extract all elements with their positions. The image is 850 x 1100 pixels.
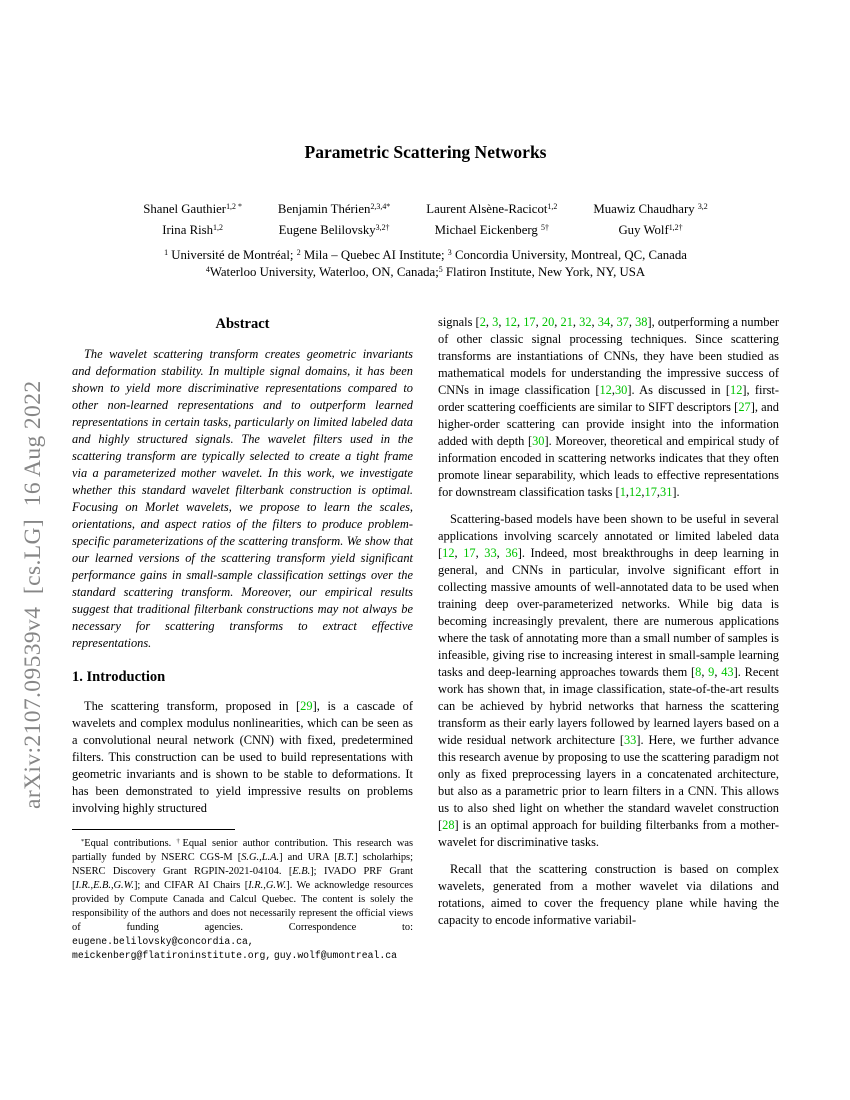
- citation-link[interactable]: 34: [597, 315, 611, 329]
- author-name: Guy Wolf: [618, 223, 669, 237]
- citation-link[interactable]: 12: [442, 546, 455, 560]
- correspondence-email: eugene.belilovsky@concordia.ca,: [72, 936, 254, 947]
- author-name: Benjamin Thérien: [277, 202, 371, 216]
- author-name: Muawiz Chaudhary: [593, 202, 698, 216]
- superscript-mark: 1: [164, 248, 169, 258]
- citation-link[interactable]: 29: [300, 699, 313, 713]
- superscript-mark: 5: [438, 265, 443, 275]
- section-heading-introduction: 1. Introduction: [72, 669, 166, 685]
- italic-initials: I.R.,E.B.,G.W.: [75, 880, 134, 891]
- citation-link[interactable]: 8: [695, 665, 702, 679]
- citation-link[interactable]: 31: [660, 485, 673, 499]
- citation-link[interactable]: 1: [619, 485, 626, 499]
- author-name: Eugene Belilovsky: [278, 223, 376, 237]
- author-affiliation-marks: 1,2†: [668, 223, 683, 233]
- citation-link[interactable]: 33: [484, 546, 497, 560]
- citation-link[interactable]: 17: [463, 546, 476, 560]
- superscript-mark: 3: [447, 248, 452, 258]
- citation-link[interactable]: 28: [442, 818, 455, 832]
- author: [278, 221, 390, 239]
- two-column-layout: [72, 314, 779, 963]
- author: [143, 200, 242, 218]
- author: [593, 200, 707, 218]
- author-name: Shanel Gauthier: [143, 202, 227, 216]
- correspondence-email: guy.wolf@umontreal.ca: [273, 950, 397, 961]
- citation-link[interactable]: 20: [541, 315, 555, 329]
- affiliation-line-1: $^1$ Université de Montréal; $^2$ Mila – Quebec AI Institute; $^3$ Concordia University, Montreal, QC, Canada: [164, 248, 687, 262]
- citation-link[interactable]: 32: [579, 315, 592, 329]
- author-affiliation-marks: 1,2 *: [226, 202, 242, 212]
- footnote-rule: [72, 829, 235, 830]
- author-name: Michael Eickenberg: [434, 223, 542, 237]
- citation-link[interactable]: 30: [614, 383, 628, 397]
- arxiv-stamp: arXiv:2107.09539v4 [cs.LG] 16 Aug 2022: [20, 380, 46, 809]
- author: [426, 221, 557, 239]
- footnote-text: *Equal contributions. †Equal senior author contribution. This research was partially funded by NSERC CGS-M [S.G.,L.A.] and URA [B.T.] scholarhips; NSERC Discovery Grant RGPIN-2021-04104. [E.B.]; IVADO PRF Grant [I.R.,E.B.,G.W.]; and CIFAR AI Chairs [I.R.,G.W.]. We acknowledge resources provided by Compute Canada and Calcul Quebec. The content is solely the responsibility of the authors and does not necessarily represent the official views of funding agencies. Correspondence to: eugene.belilovsky@concordia.ca, meickenberg@flatironinstitute.org, guy.wolf@umontreal.ca: [72, 838, 414, 961]
- citation-link[interactable]: 43: [721, 665, 734, 679]
- author: [593, 221, 707, 239]
- affiliations-block: [72, 247, 779, 281]
- citation-link[interactable]: 30: [532, 434, 545, 448]
- right-column-paragraph-1: signals [2, 3, 12, 17, 20, 21, 32, 34, 37, 38], outperforming a number of other classic signal processing techniques. Since scattering transforms are instantiations of CNNs, they have been studied as mathematical models for understanding the impressive success of CNNs in image classification [12,30]. As discussed in [12], first-order scattering coefficients are similar to SIFT descriptors [27], and higher-order scattering can provide insight into the information added with depth [30]. Moreover, theoretical and empirical study of information encoded in scattering networks indicates that they often promote linear separability, which leads to effective representations for downstream classification tasks [1,12,17,31].: [438, 315, 780, 499]
- italic-initials: I.R.,G.W.: [248, 880, 287, 891]
- citation-link[interactable]: 17: [644, 485, 657, 499]
- superscript-mark: 4: [205, 265, 210, 275]
- right-column-paragraph-3: Recall that the scattering construction is based on complex wavelets, generated from a mother wavelet via dilations and rotations, aimed to cover the frequency plane while having the capacity to encode informative variabil-: [438, 862, 779, 927]
- author-name: Irina Rish: [162, 223, 214, 237]
- italic-initials: S.G.,L.A.: [241, 852, 280, 863]
- citation-link[interactable]: 37: [616, 315, 629, 329]
- citation-link[interactable]: 21: [560, 315, 573, 329]
- author-affiliation-marks: 5†: [541, 223, 549, 233]
- affiliation-line-2: $^4$Waterloo University, Waterloo, ON, Canada;$^5$ Flatiron Institute, New York, NY, USA: [205, 265, 646, 279]
- author-affiliation-marks: 1,2: [547, 202, 558, 212]
- citation-link[interactable]: 12: [629, 485, 642, 499]
- citation-link[interactable]: 33: [623, 733, 637, 747]
- citation-link[interactable]: 12: [599, 383, 612, 397]
- citation-link[interactable]: 12: [504, 315, 517, 329]
- authors-block: [72, 200, 779, 239]
- superscript-mark: *: [81, 838, 85, 846]
- citation-link[interactable]: 38: [635, 315, 648, 329]
- citation-link[interactable]: 17: [523, 315, 536, 329]
- citation-link[interactable]: 36: [505, 546, 518, 560]
- italic-initials: E.B.: [292, 866, 311, 877]
- author-affiliation-marks: 1,2: [213, 223, 223, 233]
- italic-initials: B.T.: [337, 852, 355, 863]
- citation-link[interactable]: 27: [738, 400, 751, 414]
- citation-link[interactable]: 3: [492, 315, 499, 329]
- author-name: Laurent Alsène-Racicot: [426, 202, 548, 216]
- author-affiliation-marks: 3,2†: [375, 223, 390, 233]
- right-column-paragraph-2: Scattering-based models have been shown to be useful in several applications involving scarcely annotated or limited labeled data [12, 17, 33, 36]. Indeed, most breakthroughs in deep learning in general, and CNNs in particular, involve significant effort in collecting massive amounts of well-annotated data to be used when training deep over-parameterized networks. While big data is becoming increasingly prevalent, there are numerous applications where the task of annotating more than a small number of samples is infeasible, giving rise to increasing interest in small-sample learning tasks and deep-learning approaches towards them [8, 9, 43]. Recent work has shown that, in image classification, state-of-the-art results can be achieved by hybrid networks that harness the scattering transform as their early layers followed by learned layers based on a wide residual network architecture [33]. Here, we further advance this research avenue by proposing to use the scattering paradigm not only as fixed preprocessing layers in a concatenated architecture, but also as a parametric prior to learn filters in a CNN. This allows us to also shed light on whether the standard wavelet construction [28] is an optimal approach for building filterbanks from a mother-wavelet for discriminative tasks.: [438, 512, 779, 849]
- superscript-mark: 2: [296, 248, 301, 258]
- author-affiliation-marks: 2,3,4*: [370, 202, 391, 212]
- author: [426, 200, 557, 218]
- superscript-mark: †: [176, 838, 183, 846]
- author: [278, 200, 390, 218]
- citation-link[interactable]: 9: [708, 665, 715, 679]
- author: [143, 221, 242, 239]
- right-column: [438, 314, 779, 963]
- author-affiliation-marks: 3,2: [697, 202, 708, 212]
- correspondence-email: meickenberg@flatironinstitute.org,: [72, 950, 272, 961]
- citation-link[interactable]: 2: [479, 315, 486, 329]
- abstract-text: The wavelet scattering transform creates geometric invariants and deformation stability. In multiple signal domains, it has been shown to yield more discriminative representations compared to other non-learned representations and to outperform learned representations in certain tasks, particularly on limited labeled data and highly structured signals. The wavelet filters used in the scattering transform are typically selected to create a tight frame via a parameterized mother wavelet. In this work, we investigate whether this standard wavelet filterbank construction is optimal. Focusing on Morlet wavelets, we propose to learn the scales, orientations, and aspect ratios of the filters to produce problem-specific parameterizations of the scattering transform. We show that our learned versions of the scattering transform yield significant performance gains in small-sample classification settings over the standard scattering transform. Moreover, our empirical results suggest that traditional filterbank constructions may not always be necessary for scattering transforms to extract effective representations.: [72, 347, 413, 650]
- introduction-paragraph-1: The scattering transform, proposed in [29], is a cascade of wavelets and complex modulus nonlinearities, which can be seen as a convolutional neural network (CNN) with fixed, predetermined filters. This construction can be used to build representations with geometric invariants and is shown to be stable to deformations. It has been demonstrated to yield impressive results on problems involving highly structured: [72, 699, 414, 815]
- paper-title: Parametric Scattering Networks: [304, 142, 547, 162]
- left-column: [72, 314, 413, 963]
- citation-link[interactable]: 12: [730, 383, 743, 397]
- abstract-heading: Abstract: [215, 316, 270, 332]
